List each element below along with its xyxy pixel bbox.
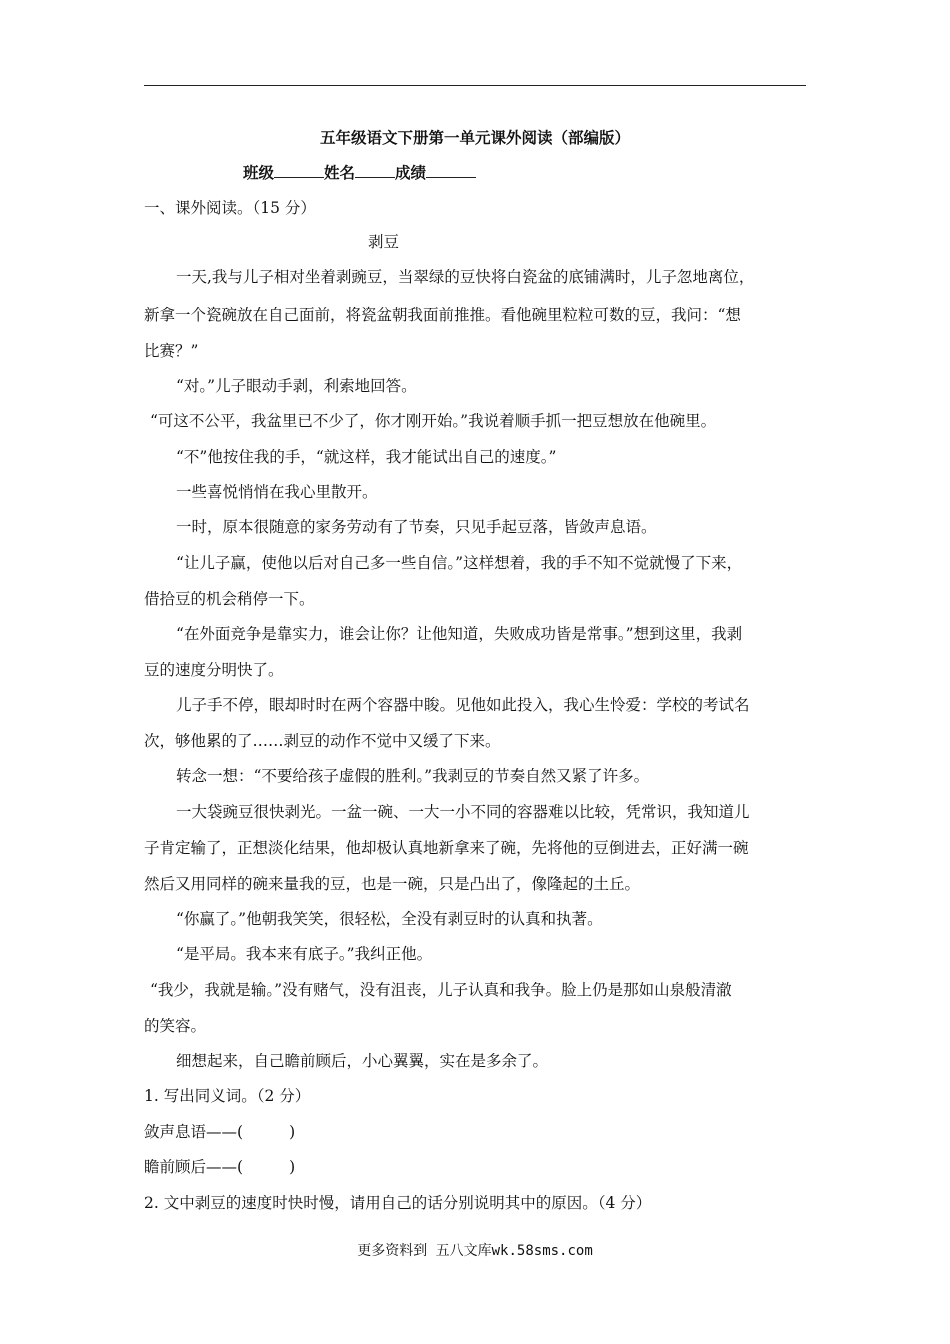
question-1-a — [144, 1122, 295, 1142]
footer-text: 更多资料到 五八文库wk.58sms.com — [357, 1243, 593, 1259]
class-label: 班级 — [243, 164, 275, 182]
section-heading: 一、课外阅读。（15 分） — [144, 199, 316, 217]
passage-line: “你赢了。”他朝我笑笑，很轻松，全没有剥豆时的认真和执著。 — [176, 910, 603, 928]
q1-b-prompt: 瞻前顾后——( — [144, 1158, 244, 1176]
passage-line: 借拾豆的机会稍停一下。 — [144, 590, 315, 608]
passage-line: 的笑容。 — [144, 1017, 207, 1035]
passage-line: 儿子手不停，眼却时时在两个容器中睃。见他如此投入，我心生怜爱：学校的考试名 — [176, 696, 750, 714]
class-blank[interactable] — [274, 163, 324, 178]
passage-line: 新拿一个瓷碗放在自己面前，将瓷盆朝我面前推推。看他碗里粒粒可数的豆，我问：“想 — [144, 306, 741, 324]
passage-line: “在外面竞争是靠实力，谁会让你？让他知道，失败成功皆是常事。”想到这里，我剥 — [176, 625, 743, 643]
passage-line: 一时，原本很随意的家务劳动有了节奏，只见手起豆落，皆敛声息语。 — [176, 518, 657, 536]
page-title: 五年级语文下册第一单元课外阅读（部编版） — [319, 129, 630, 147]
passage-line: 细想起来，自己瞻前顾后，小心翼翼，实在是多余了。 — [176, 1052, 549, 1070]
question-1-b — [144, 1157, 295, 1177]
student-info-row — [243, 163, 476, 183]
passage-line: “对。”儿子眼动手剥，利索地回答。 — [176, 377, 417, 395]
passage-line: 豆的速度分明快了。 — [144, 661, 284, 679]
passage-line: 比赛？” — [144, 342, 199, 360]
passage-title: 剥豆 — [368, 233, 400, 251]
passage-line: “我少，我就是输。”没有赌气，没有沮丧，儿子认真和我争。脸上仍是那如山泉般清澈 — [150, 981, 732, 999]
passage-line: 转念一想：“不要给孩子虚假的胜利。”我剥豆的节奏自然又紧了许多。 — [176, 767, 650, 785]
close-paren: ) — [289, 1158, 296, 1176]
passage-line: 然后又用同样的碗来量我的豆，也是一碗，只是凸出了，像隆起的土丘。 — [144, 875, 641, 893]
passage-line: 一些喜悦悄悄在我心里散开。 — [176, 483, 378, 501]
top-rule — [144, 85, 806, 86]
question-1: 1. 写出同义词。（2 分） — [144, 1087, 311, 1105]
passage-line: “不”他按住我的手，“就这样，我才能试出自己的速度。” — [176, 448, 557, 466]
question-2: 2. 文中剥豆的速度时快时慢，请用自己的话分别说明其中的原因。（4 分） — [144, 1194, 652, 1212]
score-label: 成绩 — [395, 164, 427, 182]
passage-line: “可这不公平，我盆里已不少了，你才刚开始。”我说着顺手抓一把豆想放在他碗里。 — [150, 412, 717, 430]
passage-line: “是平局。我本来有底子。”我纠正他。 — [176, 945, 433, 963]
score-blank[interactable] — [426, 163, 476, 178]
passage-line: “让儿子赢，使他以后对自己多一些自信。”这样想着，我的手不知不觉就慢了下来， — [176, 554, 743, 572]
close-paren: ) — [289, 1123, 296, 1141]
passage-line: 子肯定输了，正想淡化结果，他却极认真地新拿来了碗，先将他的豆倒进去，正好满一碗 — [144, 839, 749, 857]
name-blank[interactable] — [355, 163, 395, 178]
q1-a-prompt: 敛声息语——( — [144, 1123, 244, 1141]
name-label: 姓名 — [324, 164, 356, 182]
passage-line: 一天,我与儿子相对坐着剥豌豆，当翠绿的豆快将白瓷盆的底铺满时，儿子忽地离位， — [176, 268, 755, 286]
passage-line: 次，够他累的了……剥豆的动作不觉中又缓了下来。 — [144, 732, 501, 750]
passage-line: 一大袋豌豆很快剥光。一盆一碗、一大一小不同的容器难以比较，凭常识，我知道儿 — [176, 803, 750, 821]
